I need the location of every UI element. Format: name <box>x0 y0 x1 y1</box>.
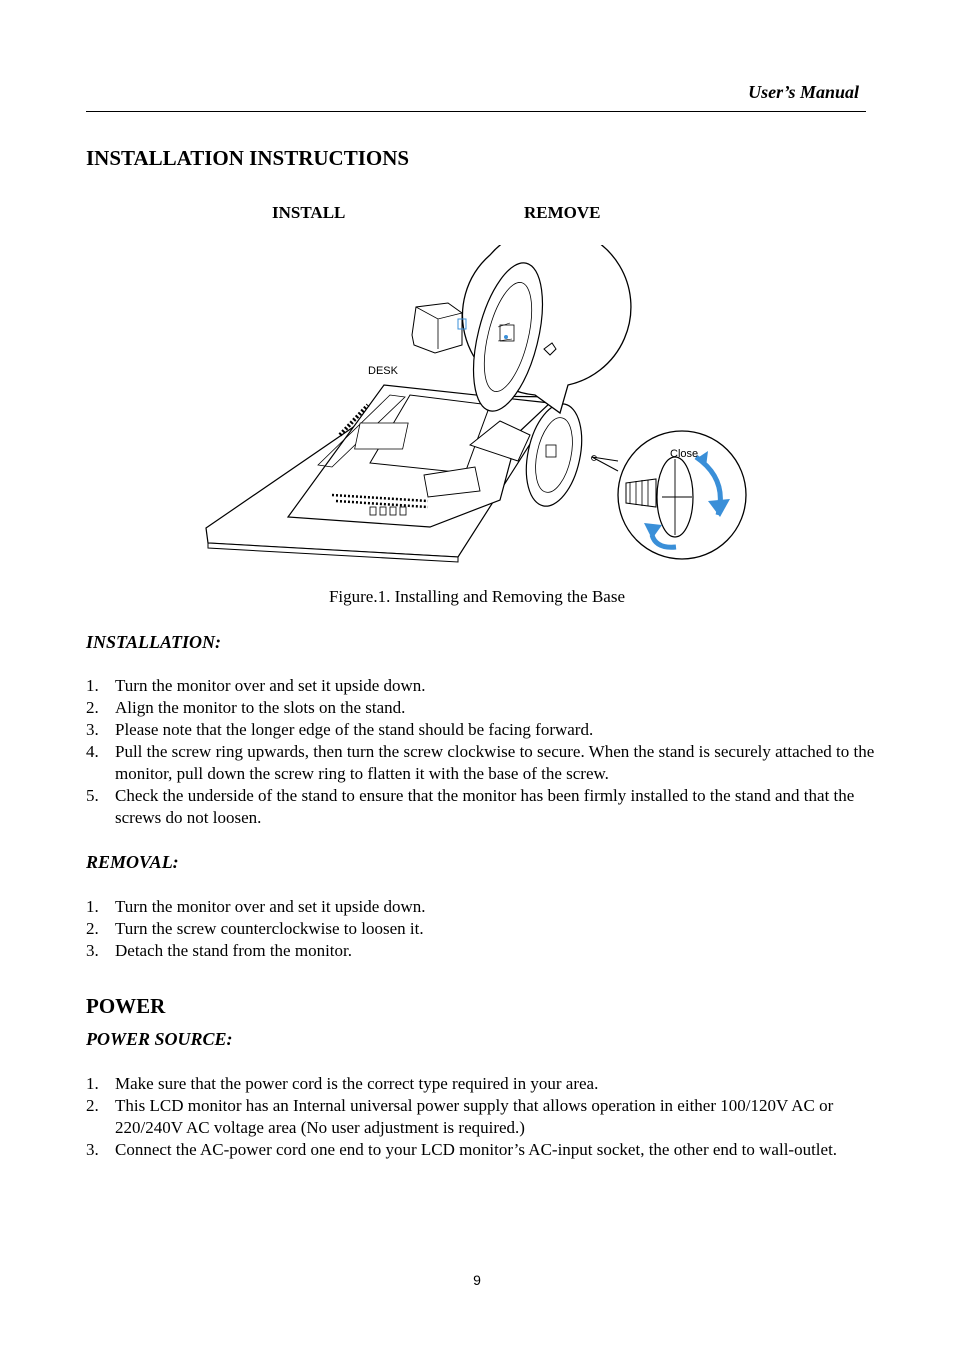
removal-heading: REMOVAL: <box>86 852 179 872</box>
list-item <box>86 697 876 719</box>
monitor-stand-illustration <box>200 245 760 565</box>
list-item <box>86 719 876 741</box>
page-number: 9 <box>473 1272 481 1288</box>
installation-steps <box>86 675 876 829</box>
step-number: 3. <box>86 941 99 960</box>
list-item <box>86 940 876 962</box>
screw-shaft <box>626 479 656 507</box>
callout-close: Close <box>670 448 699 460</box>
header-title: User’s Manual <box>748 82 859 102</box>
step-text: Align the monitor to the slots on the stand. <box>115 698 406 717</box>
list-item <box>86 675 876 697</box>
step-number: 3. <box>86 1140 99 1159</box>
step-text: Connect the AC-power cord one end to your LCD monitor’s AC-input socket, the other end to wall-outlet. <box>115 1140 838 1159</box>
step-text: Please note that the longer edge of the stand should be facing forward. <box>115 720 594 739</box>
step-text: This LCD monitor has an Internal universal power supply that allows operation in either 100/120V AC or 220/240V AC voltage area (No user adjustment is required.) <box>115 1096 834 1137</box>
power-source-heading: POWER SOURCE: <box>86 1029 233 1049</box>
figure-label-remove: REMOVE <box>524 203 601 222</box>
step-number: 1. <box>86 1074 99 1093</box>
installation-figure <box>200 245 760 565</box>
step-text: Pull the screw ring upwards, then turn the screw clockwise to secure. When the stand is securely attached to the monitor, pull down the screw ring to flatten it with the base of the screw. <box>115 742 875 783</box>
callout-desk: DESK <box>368 365 398 377</box>
step-text: Turn the screw counterclockwise to loosen it. <box>115 919 424 938</box>
step-text: Turn the monitor over and set it upside down. <box>115 676 426 695</box>
step-number: 2. <box>86 698 99 717</box>
list-item <box>86 1139 876 1161</box>
list-item <box>86 741 876 785</box>
removal-steps <box>86 896 876 962</box>
list-item <box>86 918 876 940</box>
figure-caption: Figure.1. Installing and Removing the Base <box>328 587 626 606</box>
figure-label-install: INSTALL <box>272 203 346 222</box>
step-text: Turn the monitor over and set it upside down. <box>115 897 426 916</box>
list-item <box>86 896 876 918</box>
step-number: 3. <box>86 720 99 739</box>
list-item <box>86 785 876 829</box>
step-number: 5. <box>86 786 99 805</box>
installation-heading: INSTALLATION: <box>86 632 222 652</box>
step-number: 4. <box>86 742 99 761</box>
step-text: Detach the stand from the monitor. <box>115 941 352 960</box>
step-text: Make sure that the power cord is the correct type required in your area. <box>115 1074 599 1093</box>
step-number: 2. <box>86 1096 99 1115</box>
section-title-installation-instructions: INSTALLATION INSTRUCTIONS <box>86 146 410 170</box>
section-title-power: POWER <box>86 994 166 1018</box>
step-number: 2. <box>86 919 99 938</box>
list-item <box>86 1095 876 1139</box>
list-item <box>86 1073 876 1095</box>
step-number: 1. <box>86 897 99 916</box>
power-steps <box>86 1073 876 1161</box>
step-text: Check the underside of the stand to ensure that the monitor has been firmly installed to the stand and that the screws do not loosen. <box>115 786 855 827</box>
step-number: 1. <box>86 676 99 695</box>
header-rule <box>86 111 866 112</box>
